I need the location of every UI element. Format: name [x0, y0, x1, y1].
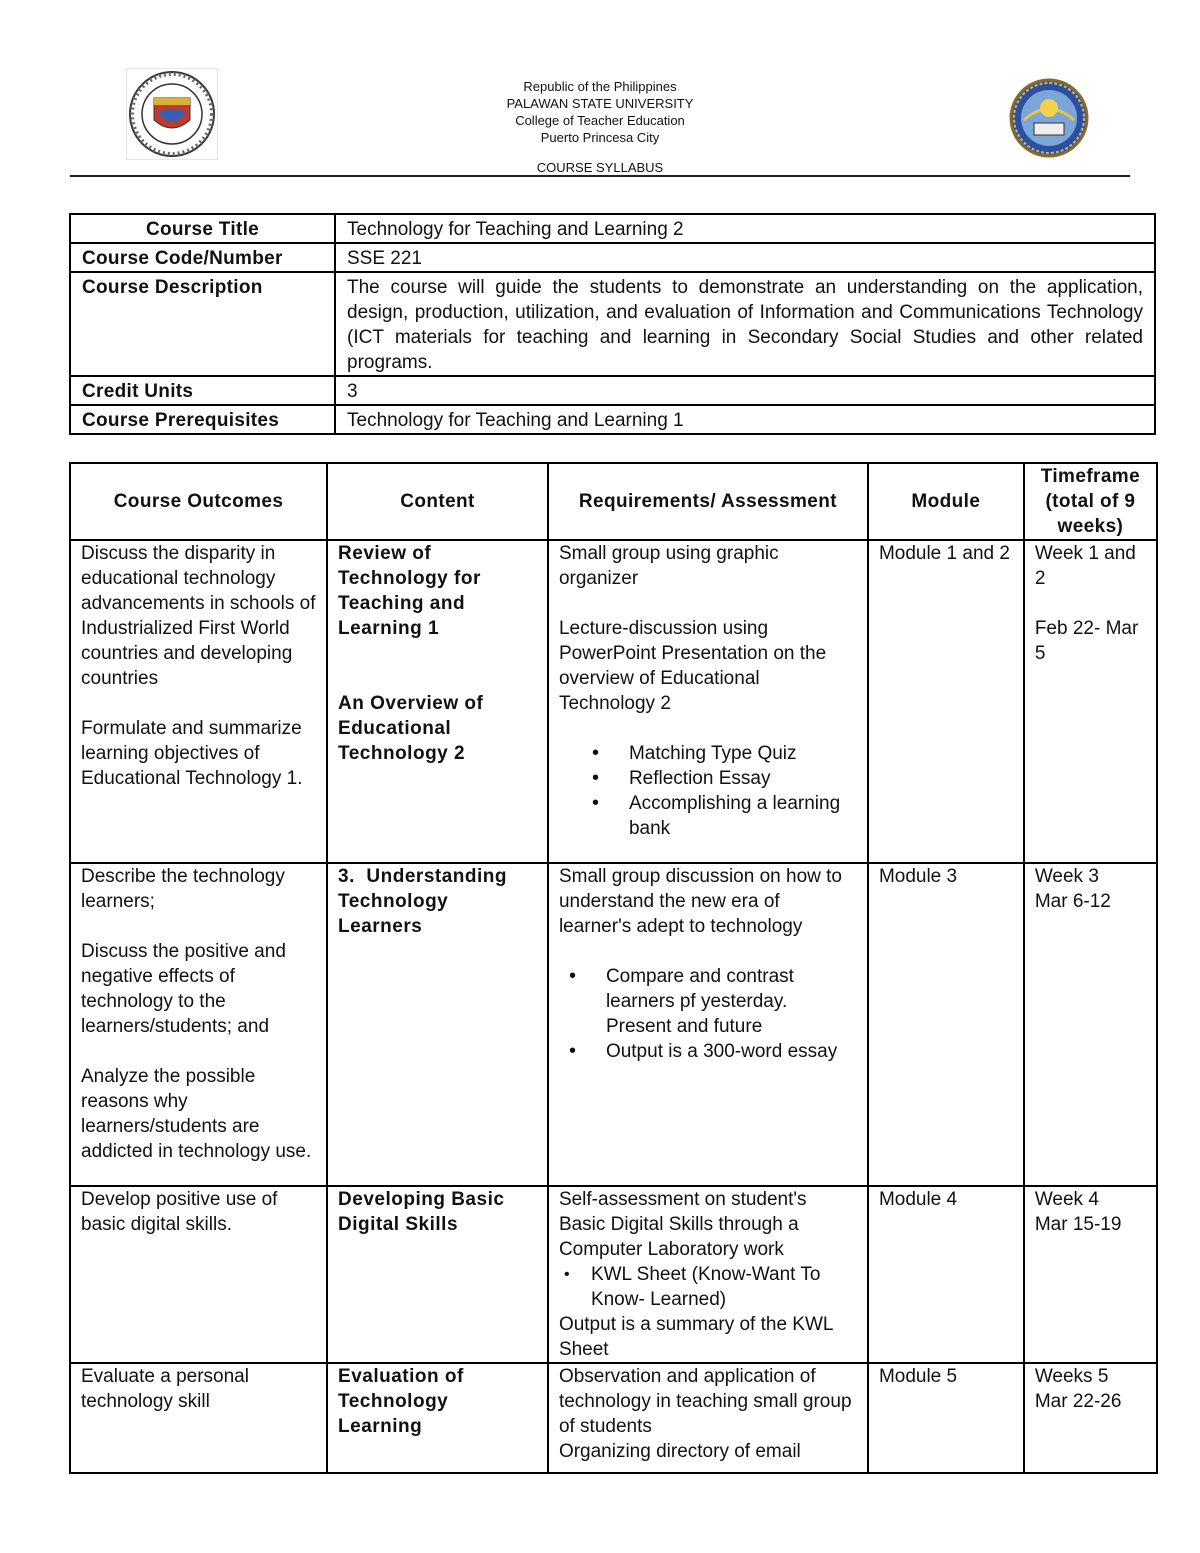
outcomes-cell [70, 540, 327, 863]
content-topic: An Overview of Educational Technology 2 [338, 693, 484, 764]
requirement-list [559, 741, 857, 841]
column-header: Content [327, 463, 548, 540]
timeframe-dates: Feb 22- Mar 5 [1034, 618, 1139, 664]
header-line: Republic of the Philippines [523, 79, 677, 94]
requirement-text: Organizing directory of email [558, 1441, 801, 1462]
requirement-text: Self-assessment on student's Basic Digital Skills through a Computer Laboratory work [558, 1189, 807, 1260]
requirement-text: Observation and application of technology in teaching small group of students [558, 1366, 852, 1437]
institution-header [0, 78, 1200, 146]
header-line: College of Teacher Education [515, 113, 685, 128]
timeframe-dates: Mar 15-19 [1034, 1214, 1122, 1235]
timeframe-dates: Mar 22-26 [1034, 1391, 1122, 1412]
info-value: The course will guide the students to demonstrate an understanding on the application, design, production, utilization, and evaluation of Information and Communications Technology (ICT materials for teaching and learning in Secondary Social Studies and other related programs. [335, 272, 1155, 376]
table-row [70, 1363, 1157, 1473]
timeframe-week: Week 3 [1034, 866, 1099, 887]
syllabus-table [69, 462, 1158, 1474]
table-row [70, 376, 1155, 405]
info-label: Course Prerequisites [70, 405, 335, 434]
module-cell: Module 3 [868, 863, 1024, 1186]
timeframe-week: Week 1 and 2 [1034, 543, 1136, 589]
info-label: Course Description [70, 272, 335, 376]
list-item: • Output is a 300-word essay [606, 1039, 857, 1064]
requirement-text: Output is a summary of the KWL Sheet [558, 1314, 833, 1360]
outcome-text: Analyze the possible reasons why learners/students are addicted in technology use. [81, 1066, 312, 1162]
list-item: • Compare and contrast learners pf yesterday. Present and future [606, 964, 857, 1039]
requirement-text: Small group using graphic organizer [558, 543, 779, 589]
requirement-text: Small group discussion on how to understand the new era of learner's adept to technology [558, 866, 842, 937]
requirements-cell [548, 540, 868, 863]
list-item: • Reflection Essay [629, 766, 857, 791]
info-label: Course Title [70, 214, 335, 243]
requirement-text: Lecture-discussion using PowerPoint Presentation on the overview of Educational Technology 2 [558, 618, 827, 714]
table-row [70, 405, 1155, 434]
timeframe-cell [1024, 1363, 1157, 1473]
content-cell [327, 1186, 548, 1363]
info-label: Credit Units [70, 376, 335, 405]
info-label: Course Code/Number [70, 243, 335, 272]
timeframe-week: Weeks 5 [1034, 1366, 1109, 1387]
header-divider [70, 175, 1130, 177]
content-cell [327, 1363, 548, 1473]
list-item: • Accomplishing a learning bank [629, 791, 857, 841]
outcomes-cell [70, 863, 327, 1186]
header-line: Puerto Princesa City [540, 130, 660, 145]
column-header: Timeframe (total of 9 weeks) [1024, 463, 1157, 540]
outcome-text: Discuss the positive and negative effects of technology to the learners/students; and [81, 941, 286, 1037]
requirements-cell [548, 863, 868, 1186]
table-row [70, 214, 1155, 243]
content-topic: Evaluation of Technology Learning [338, 1366, 464, 1437]
timeframe-dates: Mar 6-12 [1034, 891, 1111, 912]
outcomes-cell [70, 1186, 327, 1363]
content-topic: Review of Technology for Teaching and Learning 1 [338, 543, 481, 639]
info-value: Technology for Teaching and Learning 2 [335, 214, 1155, 243]
outcome-text: Describe the technology learners; [81, 866, 285, 912]
timeframe-cell [1024, 540, 1157, 863]
outcome-text: Evaluate a personal technology skill [81, 1366, 249, 1412]
requirements-cell [548, 1363, 868, 1473]
requirement-list [559, 1262, 857, 1312]
column-header: Course Outcomes [70, 463, 327, 540]
info-value: Technology for Teaching and Learning 1 [335, 405, 1155, 434]
info-value: SSE 221 [335, 243, 1155, 272]
timeframe-week: Week 4 [1034, 1189, 1099, 1210]
table-row [70, 863, 1157, 1186]
module-cell: Module 5 [868, 1363, 1024, 1473]
table-row [70, 1186, 1157, 1363]
course-info-table [69, 213, 1156, 435]
requirement-list [559, 964, 857, 1064]
table-row [70, 272, 1155, 376]
document-title: COURSE SYLLABUS [536, 160, 664, 175]
timeframe-cell [1024, 863, 1157, 1186]
module-cell: Module 4 [868, 1186, 1024, 1363]
module-cell: Module 1 and 2 [868, 540, 1024, 863]
requirements-cell [548, 1186, 868, 1363]
list-item: • Matching Type Quiz [629, 741, 857, 766]
info-value: 3 [335, 376, 1155, 405]
outcomes-cell [70, 1363, 327, 1473]
list-item: • KWL Sheet (Know-Want To Know- Learned) [591, 1262, 857, 1312]
outcome-text: Discuss the disparity in educational technology advancements in schools of Industrialized First World countries and developing countries [81, 543, 316, 689]
column-header: Module [868, 463, 1024, 540]
timeframe-cell [1024, 1186, 1157, 1363]
content-cell [327, 540, 548, 863]
outcome-text: Develop positive use of basic digital skills. [81, 1189, 278, 1235]
table-row [70, 243, 1155, 272]
table-header-row [70, 463, 1157, 540]
content-topic: 3. Understanding Technology Learners [338, 866, 513, 937]
column-header: Requirements/ Assessment [548, 463, 868, 540]
header-line: PALAWAN STATE UNIVERSITY [506, 96, 694, 111]
content-cell [327, 863, 548, 1186]
table-row [70, 540, 1157, 863]
outcome-text: Formulate and summarize learning objectives of Educational Technology 1. [81, 718, 303, 789]
content-topic: Developing Basic Digital Skills [338, 1189, 505, 1235]
